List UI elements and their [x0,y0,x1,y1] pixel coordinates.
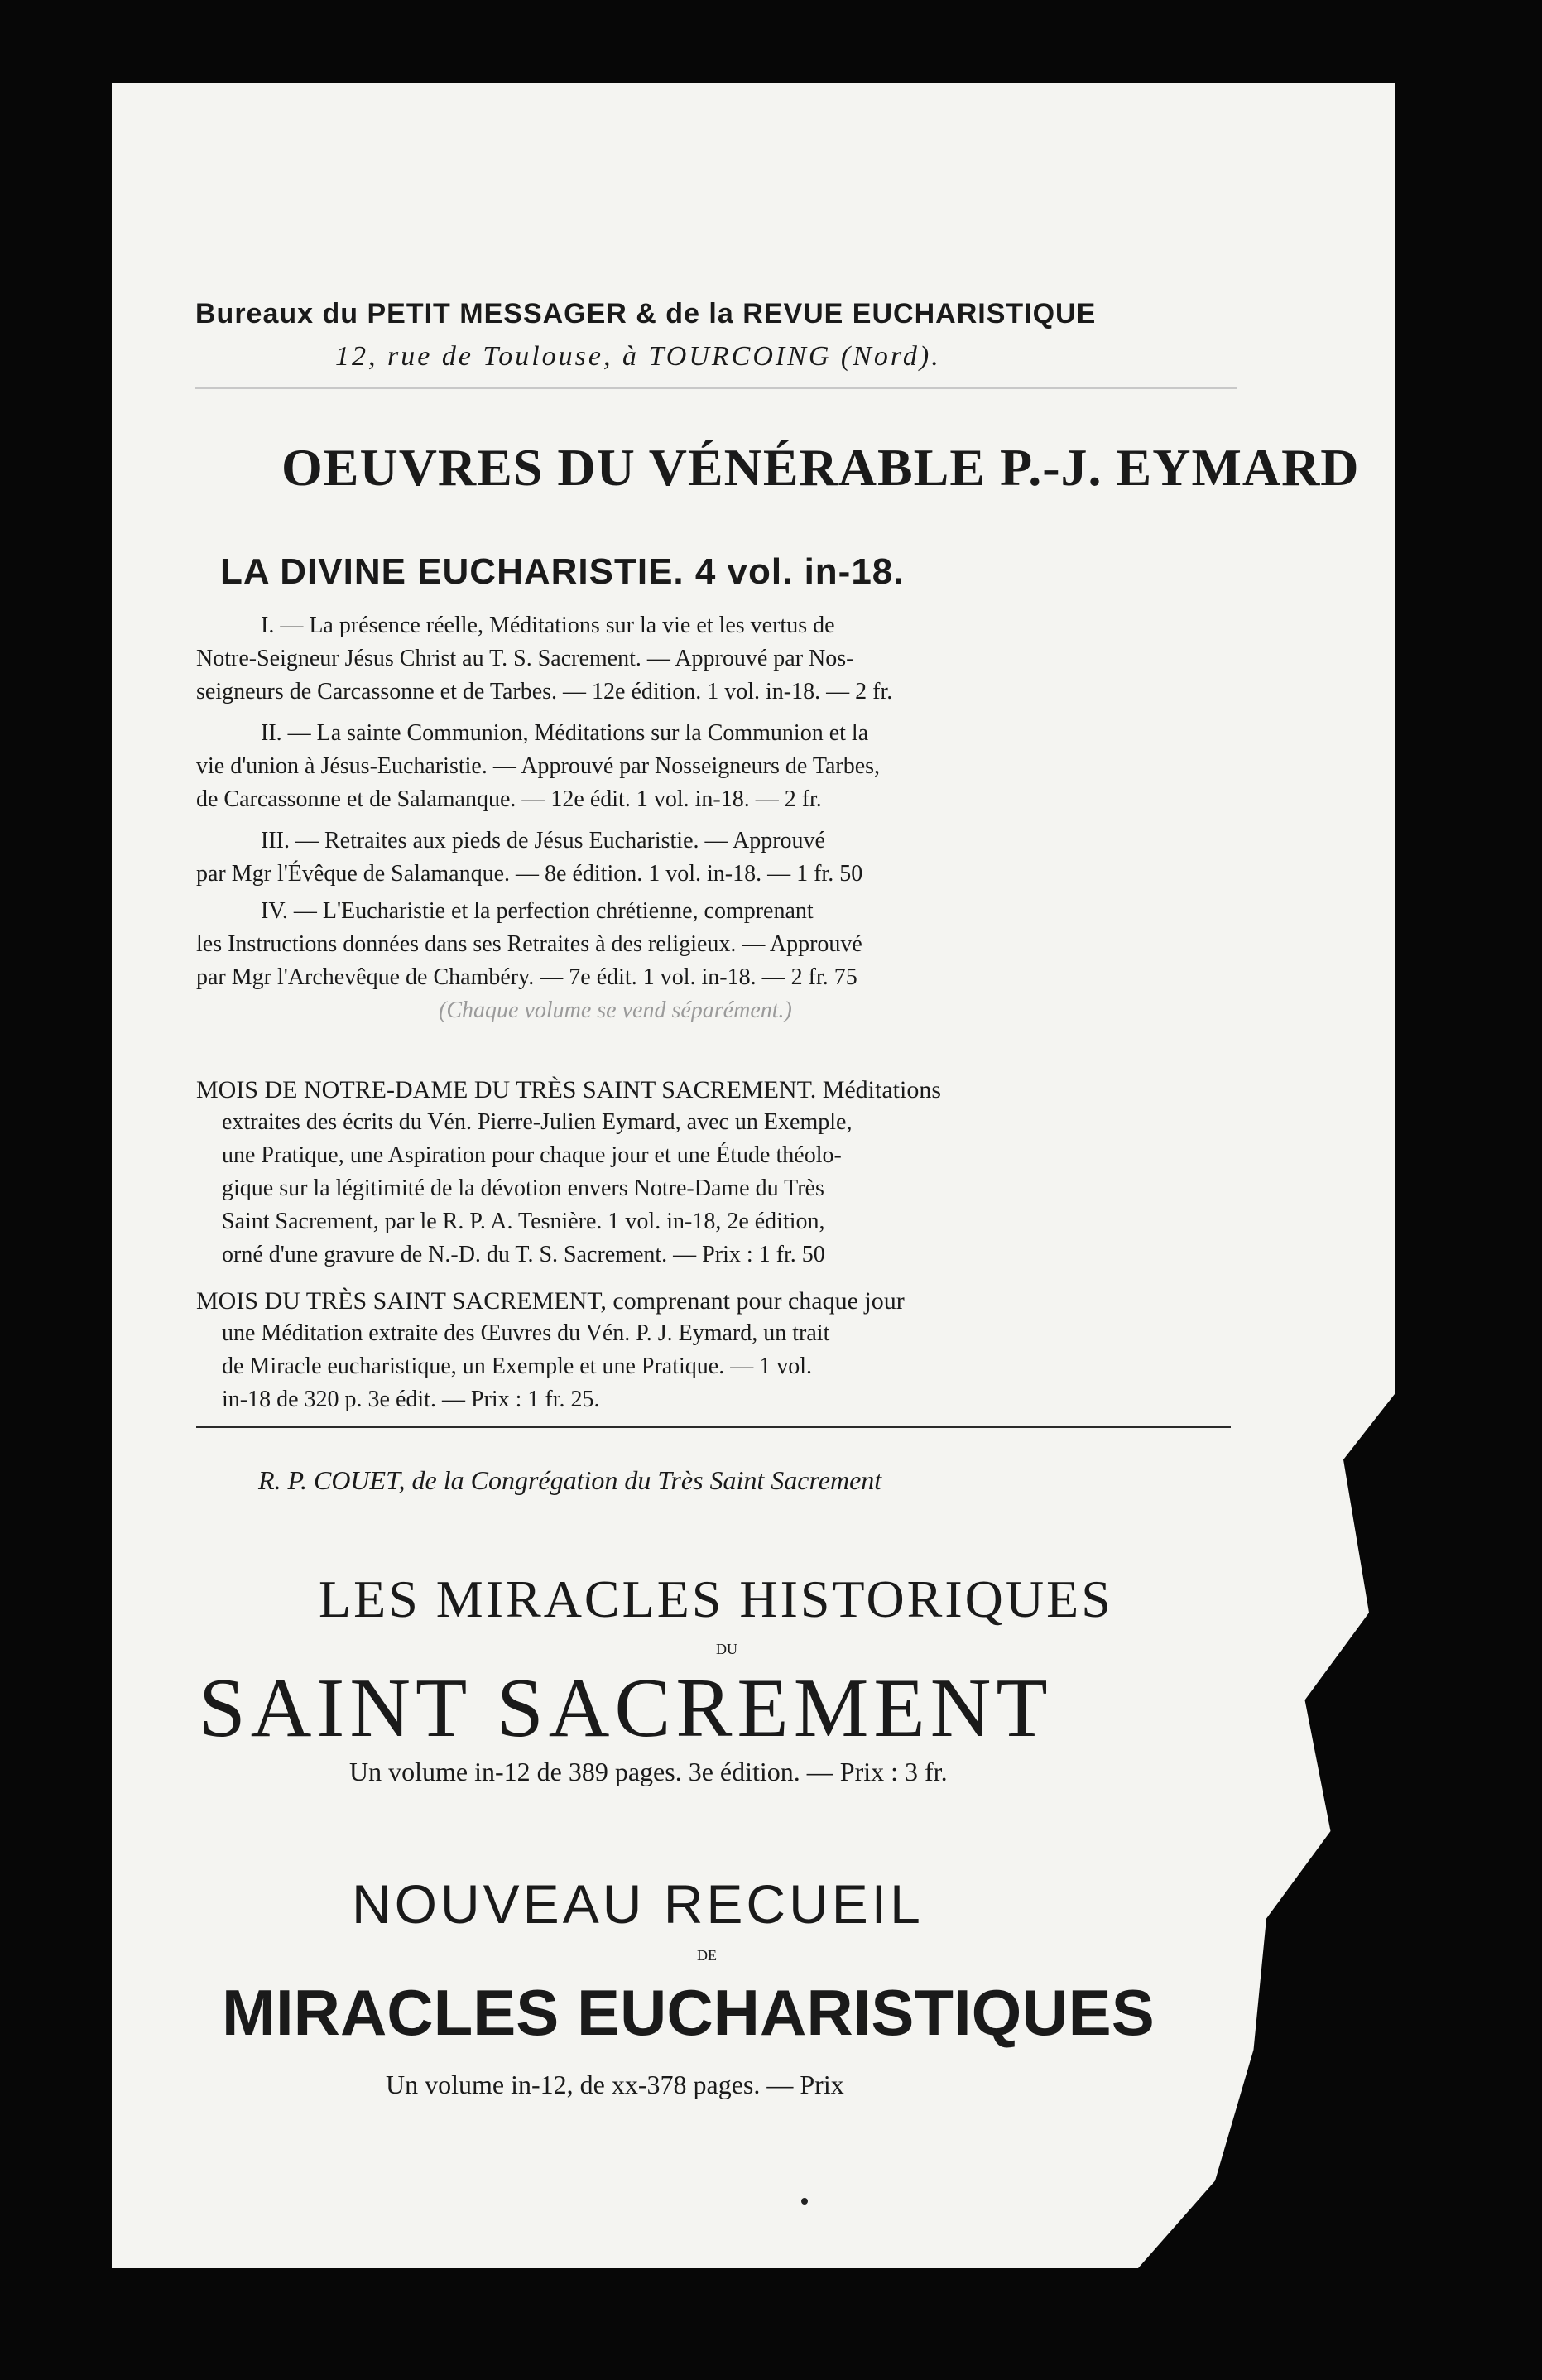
nouveau-title-line1: NOUVEAU RECUEIL [352,1873,924,1935]
block-line: MOIS DE NOTRE-DAME DU TRÈS SAINT SACREMENT. Méditations [196,1076,942,1103]
volume-note: (Chaque volume se vend séparément.) [439,998,792,1023]
publisher-line: Bureaux du PETIT MESSAGER & de la REVUE EUCHARISTIQUE [195,298,1097,329]
ink-dot [801,2198,808,2205]
oeuvres-title: OEUVRES DU VÉNÉRABLE P.-J. EYMARD [281,438,1360,497]
header-divider [195,387,1237,389]
block-line: extraites des écrits du Vén. Pierre-Julien Eymard, avec un Exemple, [222,1109,853,1135]
entry-line: de Carcassonne et de Salamanque. — 12e édit. 1 vol. in-18. — 2 fr. [196,786,822,812]
miracles-info: Un volume in-12 de 389 pages. 3e édition. — Prix : 3 fr. [349,1757,948,1786]
block-line: une Pratique, une Aspiration pour chaque jour et une Étude théolo- [222,1142,842,1168]
entry-line: vie d'union à Jésus-Eucharistie. — Approuvé par Nosseigneurs de Tarbes, [196,753,881,779]
divine-eucharistie-title: LA DIVINE EUCHARISTIE. 4 vol. in-18. [220,551,905,592]
block-line: in-18 de 320 p. 3e édit. — Prix : 1 fr. 25. [222,1387,600,1412]
entry-line: par Mgr l'Évêque de Salamanque. — 8e édition. 1 vol. in-18. — 1 fr. 50 [196,861,863,887]
block-line: de Miracle eucharistique, un Exemple et une Pratique. — 1 vol. [222,1353,813,1379]
block-line: MOIS DU TRÈS SAINT SACREMENT, comprenant pour chaque jour [196,1287,905,1315]
entry-line: Notre-Seigneur Jésus Christ au T. S. Sacrement. — Approuvé par Nos- [196,646,854,671]
block-line: gique sur la légitimité de la dévotion envers Notre-Dame du Très [222,1176,824,1201]
entry-line: IV. — L'Eucharistie et la perfection chrétienne, comprenant [261,898,814,924]
entry-line: les Instructions données dans ses Retraites à des religieux. — Approuvé [196,931,862,957]
nouveau-title-line2: MIRACLES EUCHARISTIQUES [222,1976,1155,2049]
block-line: une Méditation extraite des Œuvres du Vén. P. J. Eymard, un trait [222,1320,830,1346]
miracles-title-line1: LES MIRACLES HISTORIQUES [319,1570,1113,1628]
block-line: Saint Sacrement, par le R. P. A. Tesnière. 1 vol. in-18, 2e édition, [222,1209,825,1234]
block-line: orné d'une gravure de N.-D. du T. S. Sacrement. — Prix : 1 fr. 50 [222,1242,825,1267]
entry-line: III. — Retraites aux pieds de Jésus Eucharistie. — Approuvé [261,828,825,853]
entry-line: II. — La sainte Communion, Méditations sur la Communion et la [261,720,869,746]
miracles-du: DU [716,1641,737,1657]
nouveau-de: DE [697,1947,717,1964]
publisher-address: 12, rue de Toulouse, à TOURCOING (Nord). [335,341,941,372]
nouveau-info: Un volume in-12, de xx-378 pages. — Prix [386,2070,844,2099]
entry-line: seigneurs de Carcassonne et de Tarbes. — 12e édition. 1 vol. in-18. — 2 fr. [196,679,893,704]
entry-line: par Mgr l'Archevêque de Chambéry. — 7e édit. 1 vol. in-18. — 2 fr. 75 [196,964,857,990]
miracles-title-line2: SAINT SACREMENT [199,1661,1053,1755]
entry-line: I. — La présence réelle, Méditations sur la vie et les vertus de [261,613,835,638]
section-divider [196,1426,1231,1428]
author-line: R. P. COUET, de la Congrégation du Très Saint Sacrement [258,1465,882,1495]
